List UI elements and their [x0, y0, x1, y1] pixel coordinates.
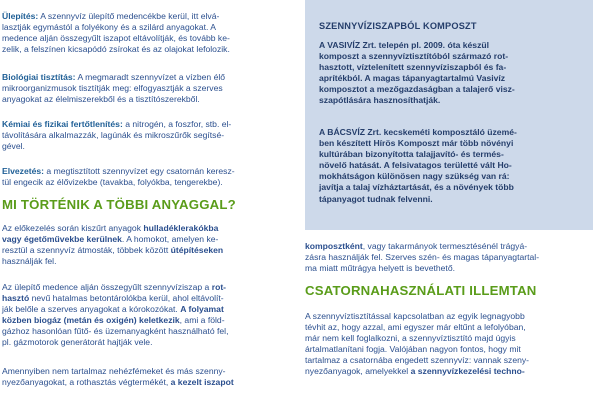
paragraph-tevhit: A szennyvíztisztítással kapcsolatban az egyik legnagyobb tévhit az, hogy azzal, ami egyszer már eltűnt a lefolyóban, már nem kell foglalkozni, a szennyvíztisztító majd úgyis ártalmatlanítani fogja. Valójában nagyon fontos, hogy mit tartalmaz a csatornába engedett szennyvíz: vannak szeny- nyezőanyagok, amelyekkel a szennyvízkezelési techno-: [305, 311, 530, 377]
section-heading-csatorna: CSATORNAHASZNÁLATI ILLEMTAN: [305, 283, 537, 298]
paragraph-kemiai: Kémiai és fizikai fertőtlenítés: a nitrogén, a foszfor, stb. el- távolítására alkalmazzák, lagúnák és mikroszűrők segítsé- gével.: [2, 119, 232, 152]
paragraph-rothaszto: Az ülepítő medence alján összegyűlt szennyvíziszap a rot- hasztó nevű hatalmas betontárolókba kerül, ahol eltávolít- ják belőle a szerves anyagokat a kórokozókat. A folyamat közben biogáz (metán és oxigén) keletkezik, ami a föld- gázhoz hasonlóan fűtő- és üzemanyagként használható fel, pl. gázmotorok generátorát hajtják vele.: [2, 282, 229, 348]
paragraph-elvezetes: Elvezetés: a megtisztított szennyvízet egy csatornán keresz- tül engecik az élővizekbe (tavakba, folyókba, tengerekbe).: [2, 166, 235, 188]
section-heading-tobbi-anyag: MI TÖRTÉNIK A TÖBBI ANYAGGAL?: [2, 197, 236, 212]
paragraph-komposzt: komposztként, vagy takarmányok termesztésénél trágyá- zásra használják fel. Szerves szén- és magas tápanyagtartal- ma miatt műtrágya helyett is bevethető.: [305, 241, 540, 274]
box-paragraph-bacsviz: A BÁCSVÍZ Zrt. kecskeméti komposztáló üzemé- ben készített Hírös Komposzt már több növényi kultúrában bizonyította talajjavító- és termés- növelő hatását. A felsivatagos területté vált Ho- mokhátságon különösen nagy szükség van rá: javítja a talaj vízháztartását, és a növények több tápanyagot tudnak felvenni.: [319, 127, 517, 204]
paragraph-biologiai: Biológiai tisztítás: A megmaradt szennyvízet a vízben élő mikroorganizmusok tisztítják meg: elfogyasztják a szerves anyagokat az élelmiszerekből és a tisztítószerekből.: [2, 72, 226, 105]
paragraph-nehezfemek: Amennyiben nem tartalmaz nehézfémeket és más szenny- nyezőanyagokat, a rothasztás végtermékét, a kezelt iszapot: [2, 366, 234, 388]
box-title: SZENNYVÍZISZAPBÓL KOMPOSZT: [319, 21, 477, 31]
compost-info-box: [305, 0, 593, 230]
paragraph-ulepites: Ülepítés: A szennyvíz ülepítő medencékbe kerül, itt elvá- lasztják egymástól a folyékony és a szilárd anyagokat. A medence alján összegyűlt iszapot eltávolítják, és tovább ke- zelik, a felszínen kicsapódó zsírokat és az olajokat lefolozik.: [2, 11, 230, 55]
paragraph-elokezeles: Az előkezelés során kiszűrt anyagok hulladéklerakókba vagy égetőművekbe kerülnek. A homokot, amelyen ke- resztül a szennyvíz átmosták, többek között útépítéseken használják fel.: [2, 223, 224, 267]
box-paragraph-vasiviz: A VASIVÍZ Zrt. telepén pl. 2009. óta készül komposzt a szennyvíztisztítóból származó rot- hasztott, víztelenített szennyvíziszapból és fa- aprítékból. A magas tápanyagtartalmú Vasivíz komposztot a mezőgazdaságban a talajerő visz- szapótlására hasznosíthatják.: [319, 40, 515, 106]
